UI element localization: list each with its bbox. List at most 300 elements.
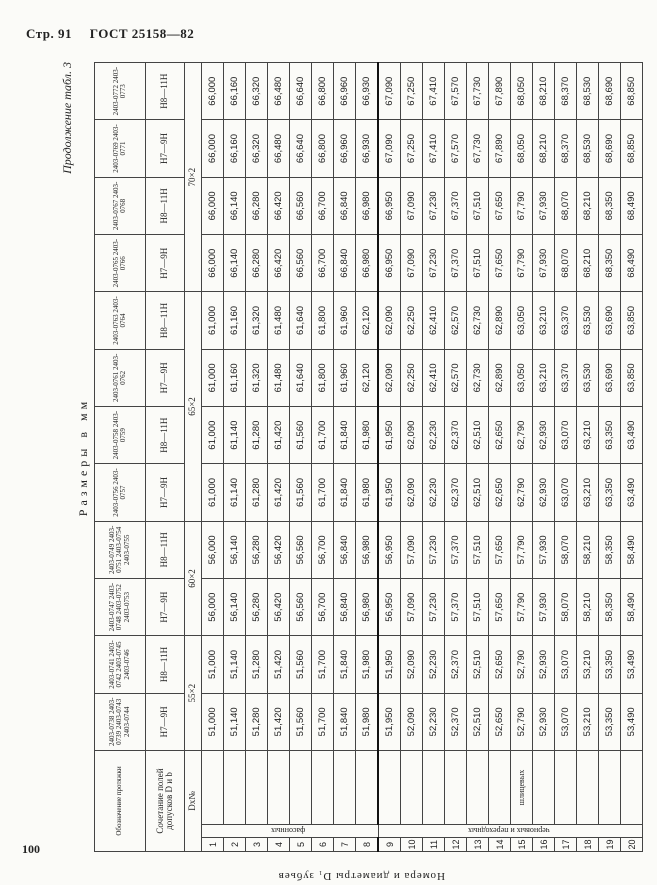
table-row [577, 63, 599, 852]
tooth-number: 5 [290, 838, 312, 852]
diameter-cell: 51,280 [246, 693, 268, 750]
diameter-cell: 51,560 [290, 636, 312, 693]
diameter-cell: 61,960 [334, 292, 356, 349]
diameter-cell: 63,690 [599, 292, 621, 349]
diameter-cell: 61,000 [202, 464, 224, 521]
diameter-cell: 56,840 [334, 521, 356, 578]
diameter-cell: 61,000 [202, 407, 224, 464]
diameter-cell: 61,140 [224, 407, 246, 464]
diameter-cell: 67,370 [445, 177, 467, 234]
sizes-caption: Размеры в мм [76, 397, 90, 517]
diameter-cell: 52,090 [401, 693, 423, 750]
continued-label: Продолжение табл. 3 [60, 62, 74, 174]
diameter-cell: 57,790 [511, 578, 533, 635]
diameter-cell: 61,840 [334, 464, 356, 521]
diameter-cell: 52,370 [445, 693, 467, 750]
diameter-cell: 61,160 [224, 349, 246, 406]
diameter-cell: 57,230 [423, 521, 445, 578]
spline-group-cell [467, 750, 489, 824]
diameter-cell: 67,090 [401, 235, 423, 292]
diameter-cell: 51,140 [224, 693, 246, 750]
diameter-cell: 58,490 [621, 521, 643, 578]
tooth-number: 4 [268, 838, 290, 852]
diameter-cell: 53,210 [577, 636, 599, 693]
diameter-cell: 52,930 [533, 693, 555, 750]
codes-col-11: 2403-0769 2403-0771 [95, 120, 146, 177]
page-number: 100 [22, 842, 40, 856]
tooth-number: 13 [467, 838, 489, 852]
diameter-cell: 68,370 [555, 63, 577, 120]
size-70x2: 70×2 [185, 63, 202, 292]
spline-group-cell [555, 750, 577, 824]
tooth-numbers-caption: Номера и диаметры D₁ зубьев [277, 870, 445, 882]
table-row [246, 63, 268, 852]
spline-group-cell [356, 750, 379, 824]
codes-col-12: 2403-0772 2403-0773 [95, 63, 146, 120]
diameter-cell: 61,800 [312, 349, 334, 406]
table-row [423, 63, 445, 852]
diameter-cell: 61,320 [246, 349, 268, 406]
diameter-cell: 52,230 [423, 693, 445, 750]
diameter-cell: 57,650 [489, 521, 511, 578]
diameter-cell: 63,490 [621, 407, 643, 464]
diameter-cell: 62,570 [445, 349, 467, 406]
diameter-cell: 58,070 [555, 521, 577, 578]
diameter-cell: 62,790 [511, 464, 533, 521]
diameter-cell: 67,890 [489, 120, 511, 177]
diameter-cell: 52,790 [511, 693, 533, 750]
diameter-cell: 63,050 [511, 292, 533, 349]
diameter-cell: 57,510 [467, 578, 489, 635]
diameter-cell: 61,700 [312, 407, 334, 464]
diameter-cell: 62,730 [467, 292, 489, 349]
diameter-cell: 57,650 [489, 578, 511, 635]
diameter-cell: 61,480 [268, 349, 290, 406]
table-row [489, 63, 511, 852]
diameter-cell: 51,420 [268, 693, 290, 750]
diameter-cell: 62,230 [423, 407, 445, 464]
diameter-cell: 61,950 [378, 407, 401, 464]
spline-group-cell [224, 750, 246, 824]
diameter-cell: 62,090 [378, 349, 401, 406]
page-header [26, 26, 194, 42]
diameter-cell: 63,370 [555, 349, 577, 406]
diameter-cell: 58,490 [621, 578, 643, 635]
diameter-cell: 62,510 [467, 464, 489, 521]
table-row [467, 63, 489, 852]
diameter-cell: 66,980 [356, 235, 379, 292]
diameter-cell: 67,930 [533, 235, 555, 292]
diameter-cell: 63,690 [599, 349, 621, 406]
tooth-number: 8 [356, 838, 379, 852]
diameter-cell: 57,370 [445, 578, 467, 635]
diameter-cell: 68,490 [621, 177, 643, 234]
diameter-cell: 66,000 [202, 235, 224, 292]
diameter-cell: 61,140 [224, 464, 246, 521]
diameter-cell: 67,510 [467, 177, 489, 234]
tol-col-9: H7—9H [146, 235, 185, 292]
diameter-cell: 67,790 [511, 235, 533, 292]
group-label: шлицевых [517, 769, 526, 806]
diameter-cell: 68,690 [599, 120, 621, 177]
diameter-cell: 51,280 [246, 636, 268, 693]
spline-group-cell [246, 750, 268, 824]
diameter-cell: 56,140 [224, 578, 246, 635]
diameter-cell: 51,950 [378, 693, 401, 750]
diameter-cell: 66,560 [290, 177, 312, 234]
diameter-cell: 56,000 [202, 578, 224, 635]
diameter-cell: 67,090 [378, 120, 401, 177]
diameter-cell: 68,210 [533, 120, 555, 177]
standard-title: ГОСТ 25158—82 [89, 26, 195, 41]
codes-col-6: 2403-0758 2403-0759 [95, 407, 146, 464]
diameter-cell: 51,840 [334, 636, 356, 693]
diameter-cell: 67,790 [511, 177, 533, 234]
diameter-cell: 57,790 [511, 521, 533, 578]
diameter-cell: 62,930 [533, 407, 555, 464]
diameter-cell: 53,210 [577, 693, 599, 750]
diameter-cell: 66,800 [312, 120, 334, 177]
spline-group-cell [577, 750, 599, 824]
diameter-cell: 51,700 [312, 693, 334, 750]
diameter-cell: 68,350 [599, 177, 621, 234]
group-label: черновых и переходных [467, 826, 550, 836]
table-row [202, 63, 224, 852]
table-row [312, 63, 334, 852]
diameter-cell: 58,210 [577, 521, 599, 578]
diameter-cell: 63,210 [577, 407, 599, 464]
diameter-cell: 67,570 [445, 63, 467, 120]
diameter-cell: 56,560 [290, 521, 312, 578]
diameter-cell: 62,930 [533, 464, 555, 521]
diameter-cell: 51,840 [334, 693, 356, 750]
diameter-cell: 57,090 [401, 578, 423, 635]
diameter-cell: 62,890 [489, 292, 511, 349]
table-row [533, 63, 555, 852]
codes-col-2: 2403-0741 2403-0742 2403-0745 2403-0746 [95, 636, 146, 693]
designation-label: Обозначение протяжки [95, 750, 146, 851]
diameter-cell: 62,230 [423, 464, 445, 521]
diameter-cell: 68,070 [555, 177, 577, 234]
diameter-cell: 68,370 [555, 120, 577, 177]
diameter-cell: 68,050 [511, 63, 533, 120]
diameter-cell: 53,490 [621, 636, 643, 693]
diameter-cell: 57,090 [401, 521, 423, 578]
diameter-cell: 66,280 [246, 177, 268, 234]
tolerance-label: Сочетание полей допусков D и b [146, 750, 185, 851]
diameter-cell: 62,570 [445, 292, 467, 349]
diameter-cell: 56,980 [356, 521, 379, 578]
size-60x2: 60×2 [185, 521, 202, 636]
tol-col-11: H7—9H [146, 120, 185, 177]
diameter-cell: 63,490 [621, 464, 643, 521]
table-row [334, 63, 356, 852]
diameter-cell: 67,730 [467, 120, 489, 177]
spline-group-cell [290, 750, 312, 824]
diameter-cell: 56,700 [312, 521, 334, 578]
diameter-cell: 61,960 [334, 349, 356, 406]
diameter-cell: 56,950 [378, 521, 401, 578]
diameter-cell: 53,070 [555, 636, 577, 693]
diameter-cell: 51,980 [356, 636, 379, 693]
diameter-cell: 56,560 [290, 578, 312, 635]
diameter-cell: 51,000 [202, 693, 224, 750]
diameter-cell: 66,560 [290, 235, 312, 292]
spline-group-cell [312, 750, 334, 824]
group-label: фасонных [271, 826, 306, 836]
diameter-cell: 68,490 [621, 235, 643, 292]
diameter-cell: 61,480 [268, 292, 290, 349]
diameter-cell: 61,420 [268, 407, 290, 464]
diameter-cell: 52,930 [533, 636, 555, 693]
diameter-cell: 53,350 [599, 636, 621, 693]
diameter-cell: 66,000 [202, 177, 224, 234]
diameter-cell: 66,950 [378, 177, 401, 234]
diameter-cell: 52,510 [467, 693, 489, 750]
diameter-cell: 62,370 [445, 464, 467, 521]
tol-col-1: H7—9H [146, 693, 185, 750]
codes-col-4: 2403-0749 2403-0751 2403-0754 2403-0755 [95, 521, 146, 578]
diameter-cell: 68,530 [577, 63, 599, 120]
diameter-cell: 62,090 [401, 464, 423, 521]
spline-group-cell [533, 750, 555, 824]
tooth-number: 18 [577, 838, 599, 852]
diameter-cell: 63,210 [577, 464, 599, 521]
table-row [224, 63, 246, 852]
codes-col-9: 2403-0765 2403-0766 [95, 235, 146, 292]
codes-col-5: 2403-0756 2403-0757 [95, 464, 146, 521]
tol-col-5: H7—9H [146, 464, 185, 521]
spline-group-cell [268, 750, 290, 824]
diameter-cell: 66,640 [290, 120, 312, 177]
diameter-cell: 62,250 [401, 349, 423, 406]
spline-group-cell [511, 750, 533, 824]
diameter-cell: 67,410 [423, 63, 445, 120]
spline-group-cell [599, 750, 621, 824]
diameter-cell: 63,350 [599, 407, 621, 464]
diameter-cell: 57,510 [467, 521, 489, 578]
page-ref: Стр. 91 [26, 26, 72, 41]
table-row [290, 63, 312, 852]
diameter-cell: 62,650 [489, 464, 511, 521]
size-row [185, 63, 202, 852]
diameter-cell: 61,560 [290, 407, 312, 464]
spline-group-cell [423, 750, 445, 824]
diameter-cell: 58,350 [599, 578, 621, 635]
diameter-cell: 63,530 [577, 349, 599, 406]
group-shaped [202, 825, 379, 838]
size-55x2: 55×2 [185, 636, 202, 751]
diameter-cell: 66,930 [356, 63, 379, 120]
diameter-cell: 52,650 [489, 693, 511, 750]
diameter-cell: 66,960 [334, 63, 356, 120]
tooth-number: 1 [202, 838, 224, 852]
diameter-cell: 51,420 [268, 636, 290, 693]
diameter-cell: 67,510 [467, 235, 489, 292]
diameter-cell: 61,800 [312, 292, 334, 349]
diameter-cell: 66,320 [246, 63, 268, 120]
diameter-cell: 51,000 [202, 636, 224, 693]
diameter-cell: 63,370 [555, 292, 577, 349]
diameter-cell: 51,700 [312, 636, 334, 693]
diameter-cell: 62,120 [356, 292, 379, 349]
tolerance-row [146, 63, 185, 852]
tooth-number: 10 [401, 838, 423, 852]
diameter-cell: 56,840 [334, 578, 356, 635]
diameter-cell: 68,050 [511, 120, 533, 177]
diameter-cell: 58,210 [577, 578, 599, 635]
diameter-cell: 66,700 [312, 235, 334, 292]
diameter-cell: 63,070 [555, 407, 577, 464]
diameter-cell: 68,690 [599, 63, 621, 120]
spline-group-cell [334, 750, 356, 824]
diameter-cell: 56,980 [356, 578, 379, 635]
tooth-number: 12 [445, 838, 467, 852]
tooth-number: 6 [312, 838, 334, 852]
diameter-cell: 67,090 [401, 177, 423, 234]
diameter-cell: 61,950 [378, 464, 401, 521]
tooth-number: 20 [621, 838, 643, 852]
diameter-cell: 61,320 [246, 292, 268, 349]
diameter-cell: 61,000 [202, 292, 224, 349]
diameter-cell: 57,370 [445, 521, 467, 578]
diameter-cell: 52,230 [423, 636, 445, 693]
diameter-cell: 52,090 [401, 636, 423, 693]
diameter-cell: 52,650 [489, 636, 511, 693]
tooth-number: 9 [378, 838, 401, 852]
diameter-cell: 68,210 [577, 177, 599, 234]
codes-col-3: 2403-0747 2403-0748 2403-0752 2403-0753 [95, 578, 146, 635]
diameter-cell: 61,280 [246, 464, 268, 521]
broach-dimensions-table [94, 62, 643, 852]
diameter-cell: 66,980 [356, 177, 379, 234]
diameter-cell: 66,000 [202, 120, 224, 177]
tooth-number: 2 [224, 838, 246, 852]
diameter-cell: 63,210 [533, 349, 555, 406]
tooth-number: 16 [533, 838, 555, 852]
diameter-cell: 51,140 [224, 636, 246, 693]
diameter-cell: 67,250 [401, 63, 423, 120]
diameter-cell: 67,890 [489, 63, 511, 120]
spline-group-cell [621, 750, 643, 824]
diameter-cell: 67,730 [467, 63, 489, 120]
diameter-cell: 67,650 [489, 177, 511, 234]
diameter-cell: 67,570 [445, 120, 467, 177]
diameter-cell: 63,050 [511, 349, 533, 406]
diameter-cell: 68,210 [533, 63, 555, 120]
diameter-cell: 68,070 [555, 235, 577, 292]
diameter-cell: 66,140 [224, 235, 246, 292]
diameter-cell: 67,230 [423, 235, 445, 292]
diameter-cell: 68,850 [621, 63, 643, 120]
diameter-cell: 66,840 [334, 235, 356, 292]
diameter-cell: 56,280 [246, 521, 268, 578]
tol-col-4: H8—11H [146, 521, 185, 578]
diameter-cell: 66,320 [246, 120, 268, 177]
tol-col-3: H7—9H [146, 578, 185, 635]
diameter-cell: 63,350 [599, 464, 621, 521]
diameter-cell: 56,420 [268, 521, 290, 578]
diameter-cell: 62,250 [401, 292, 423, 349]
diameter-cell: 61,560 [290, 464, 312, 521]
diameter-cell: 66,960 [334, 120, 356, 177]
diameter-cell: 63,530 [577, 292, 599, 349]
diameter-cell: 68,530 [577, 120, 599, 177]
codes-col-1: 2403-0738 2403-0739 2403-0743 2403-0744 [95, 693, 146, 750]
diameter-cell: 62,120 [356, 349, 379, 406]
diameter-cell: 61,980 [356, 464, 379, 521]
table-row [378, 63, 401, 852]
diameter-cell: 51,980 [356, 693, 379, 750]
diameter-cell: 57,930 [533, 521, 555, 578]
diameter-cell: 66,700 [312, 177, 334, 234]
diameter-cell: 62,510 [467, 407, 489, 464]
diameter-cell: 66,420 [268, 177, 290, 234]
diameter-cell: 66,420 [268, 235, 290, 292]
diameter-cell: 53,350 [599, 693, 621, 750]
diameter-cell: 62,410 [423, 292, 445, 349]
diameter-cell: 67,090 [378, 63, 401, 120]
diameter-cell: 58,070 [555, 578, 577, 635]
diameter-cell: 66,000 [202, 63, 224, 120]
tol-col-12: H8—11H [146, 63, 185, 120]
rotated-table-block [60, 62, 637, 882]
diameter-cell: 62,370 [445, 407, 467, 464]
diameter-cell: 63,210 [533, 292, 555, 349]
diameter-cell: 56,000 [202, 521, 224, 578]
diameter-cell: 67,250 [401, 120, 423, 177]
tooth-number: 3 [246, 838, 268, 852]
tol-col-7: H7—9H [146, 349, 185, 406]
diameter-cell: 68,210 [577, 235, 599, 292]
diameter-cell: 62,730 [467, 349, 489, 406]
diameter-cell: 66,800 [312, 63, 334, 120]
diameter-cell: 63,070 [555, 464, 577, 521]
diameter-cell: 56,420 [268, 578, 290, 635]
diameter-cell: 57,930 [533, 578, 555, 635]
table-row [555, 63, 577, 852]
diameter-cell: 66,930 [356, 120, 379, 177]
codes-row [95, 63, 146, 852]
spline-group-cell [401, 750, 423, 824]
diameter-cell: 58,350 [599, 521, 621, 578]
diameter-cell: 62,410 [423, 349, 445, 406]
table-body [202, 63, 643, 852]
diameter-cell: 62,650 [489, 407, 511, 464]
diameter-cell: 66,140 [224, 177, 246, 234]
tol-col-2: H8—11H [146, 636, 185, 693]
tooth-number: 15 [511, 838, 533, 852]
diameter-cell: 61,700 [312, 464, 334, 521]
diameter-cell: 62,790 [511, 407, 533, 464]
table-row [511, 63, 533, 852]
diameter-cell: 63,850 [621, 292, 643, 349]
diameter-cell: 66,160 [224, 120, 246, 177]
diameter-cell: 57,230 [423, 578, 445, 635]
diameter-cell: 61,420 [268, 464, 290, 521]
tol-col-6: H8—11H [146, 407, 185, 464]
diameter-cell: 56,140 [224, 521, 246, 578]
tooth-number: 19 [599, 838, 621, 852]
diameter-cell: 68,850 [621, 120, 643, 177]
diameter-cell: 62,890 [489, 349, 511, 406]
tooth-number: 11 [423, 838, 445, 852]
table-row [268, 63, 290, 852]
diameter-cell: 67,230 [423, 177, 445, 234]
diameter-cell: 67,370 [445, 235, 467, 292]
diameter-cell: 66,480 [268, 120, 290, 177]
diameter-cell: 66,950 [378, 235, 401, 292]
